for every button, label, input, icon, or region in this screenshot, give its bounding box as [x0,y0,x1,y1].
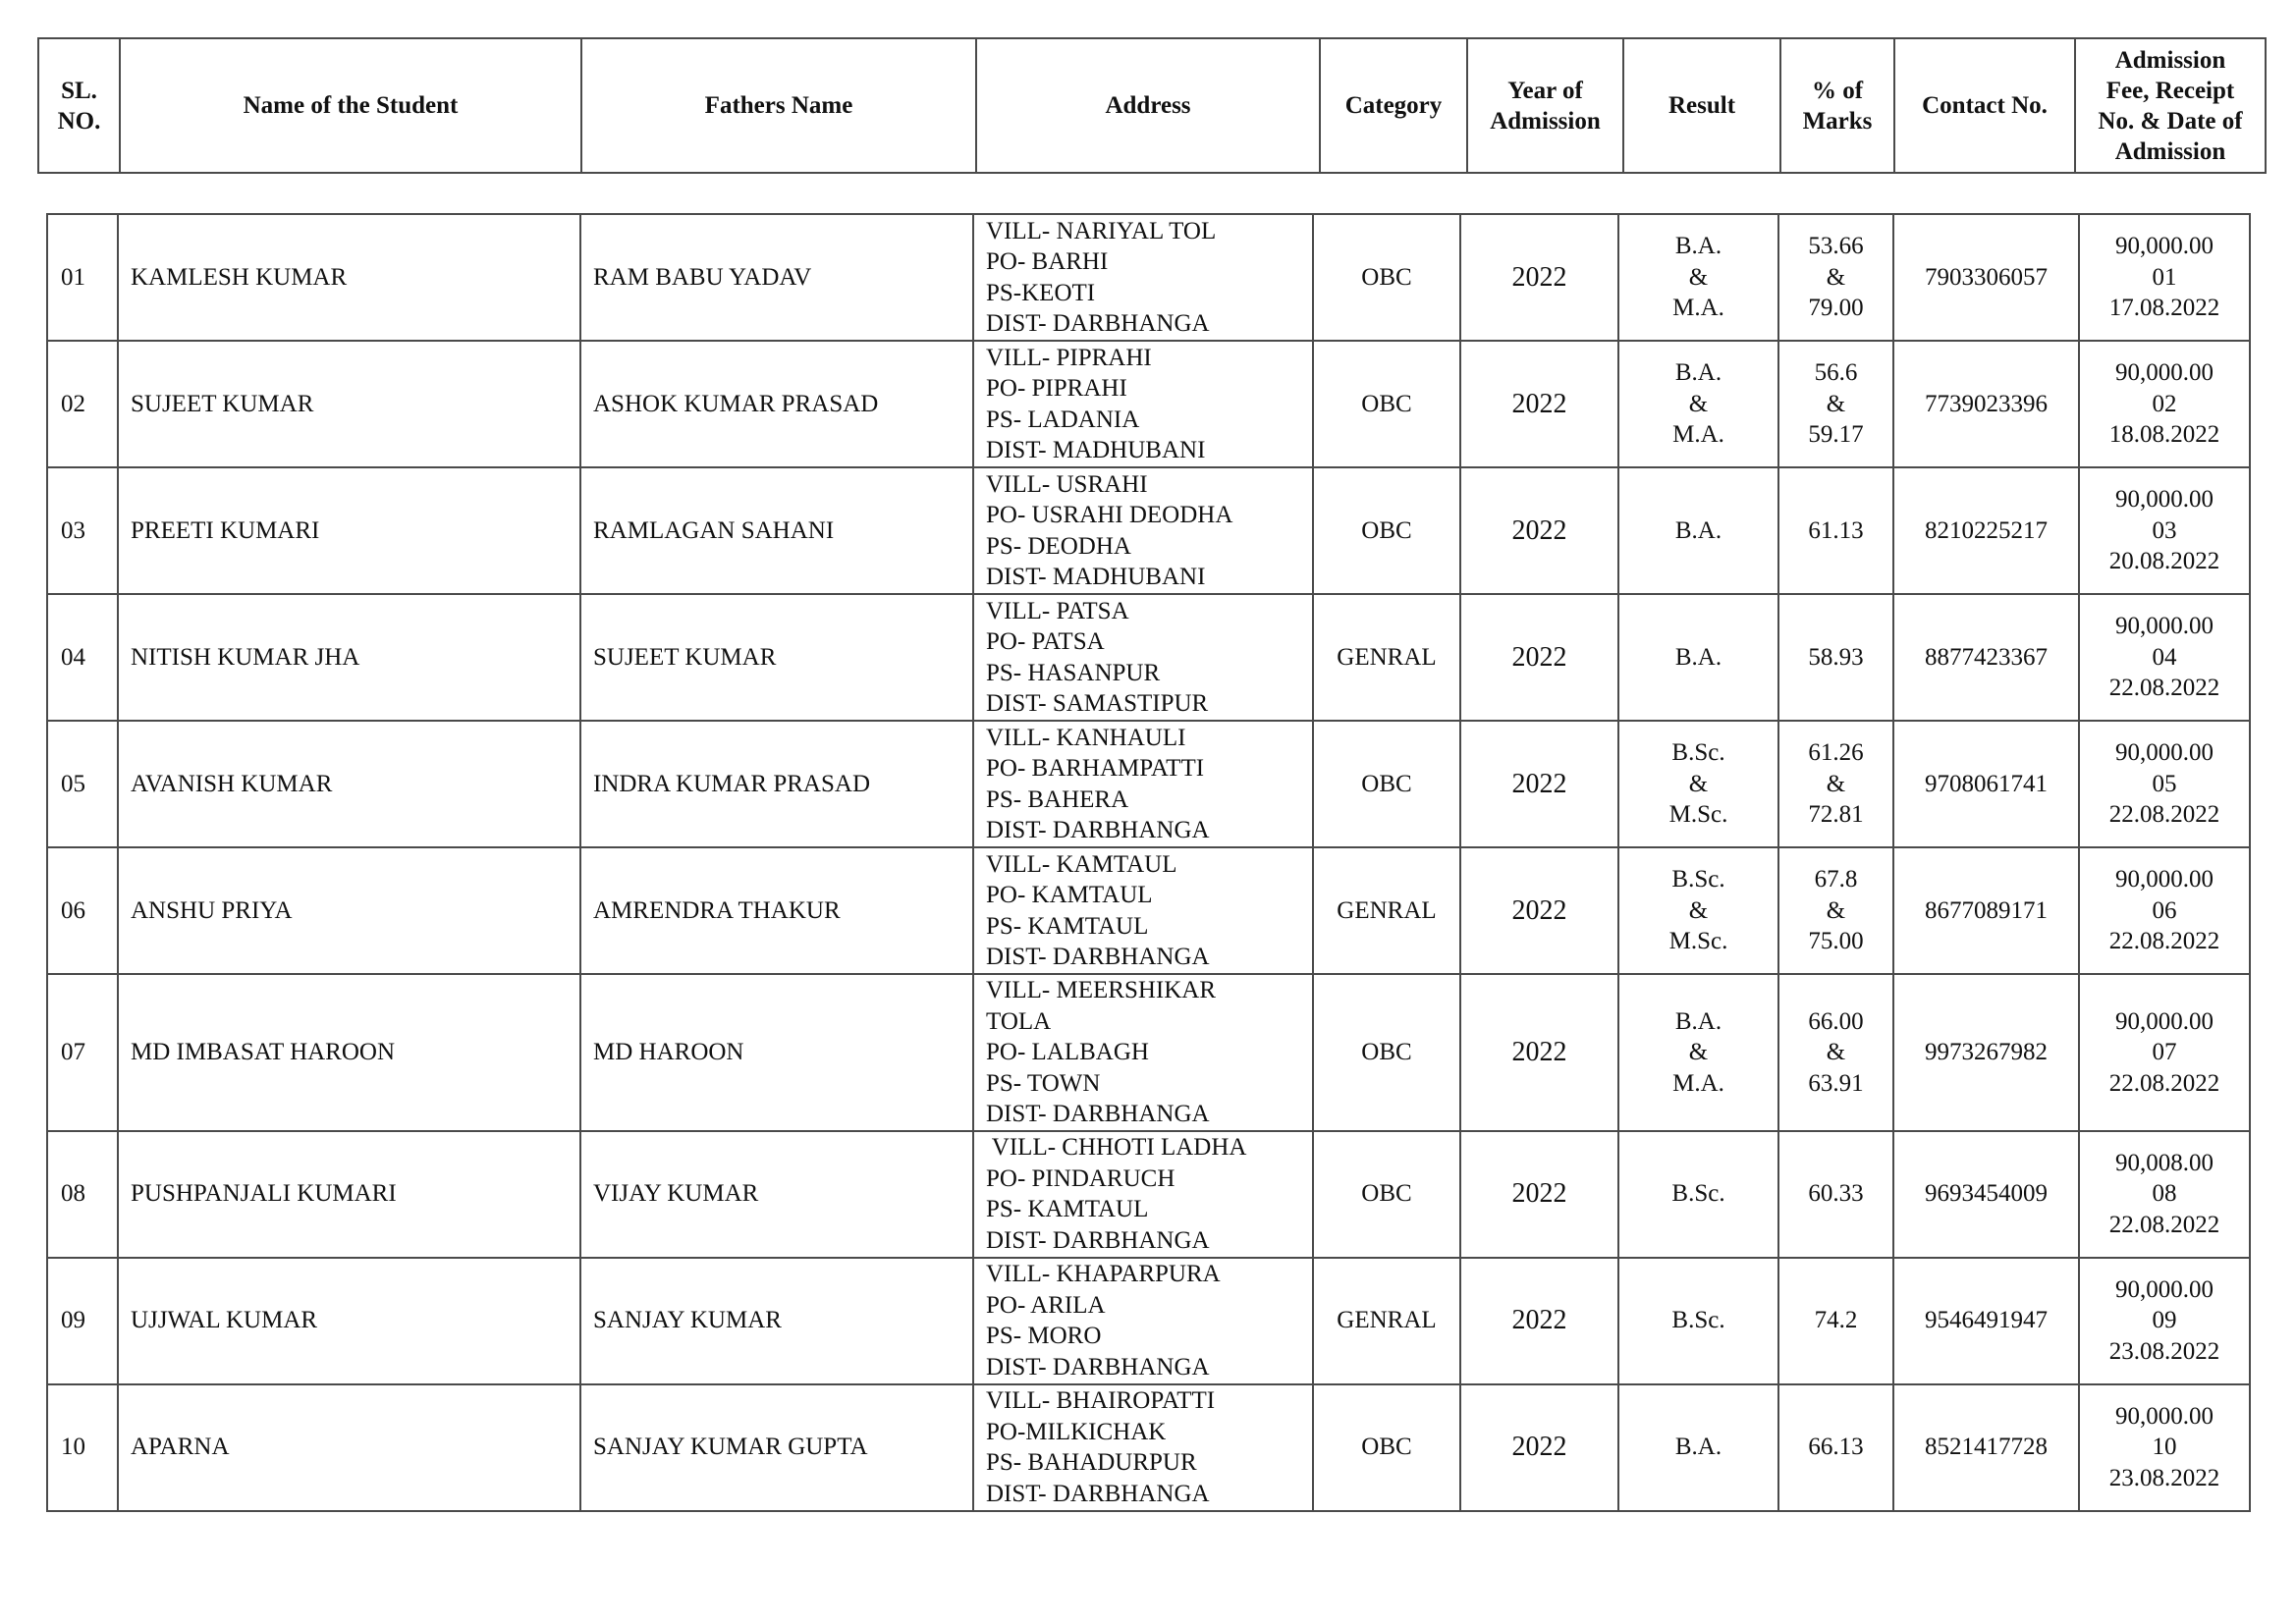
percent-marks-cell [1778,847,1893,974]
text-line: & [1826,263,1846,291]
text-line: 90,000.00 [2115,739,2214,767]
result-cell [1618,341,1778,467]
sl-no-cell: 05 [47,721,118,847]
col-header-result [1623,38,1780,173]
text-line: DIST- MADHUBANI [986,437,1206,463]
text-line: DIST- DARBHANGA [986,1226,1210,1254]
student-name-cell: UJJWAL KUMAR [118,1258,580,1384]
admission-fee-cell [2079,1131,2250,1258]
text-line: B.A. [1674,1434,1722,1461]
text-line: 61.26 [1808,739,1864,767]
text-line: DIST- DARBHANGA [986,310,1210,337]
student-name-cell: AVANISH KUMAR [118,721,580,847]
text-line: Year of [1507,77,1583,104]
fathers-name-cell: AMRENDRA THAKUR [580,847,973,974]
text-line: PO- ARILA [986,1291,1106,1319]
text-line: 90,000.00 [2115,613,2214,640]
text-line: PS- HASANPUR [986,659,1161,686]
text-line: PS- BAHADURPUR [986,1449,1197,1476]
text-line: VILL- PIPRAHI [986,344,1152,371]
text-line: 22.08.2022 [2108,801,2220,829]
result-cell [1618,467,1778,594]
col-header-student-name [120,38,581,173]
text-line: PO- PINDARUCH [986,1164,1175,1192]
col-header-admission-fee [2075,38,2266,173]
fathers-name-cell: RAMLAGAN SAHANI [580,467,973,594]
percent-marks-cell [1778,594,1893,721]
percent-marks-cell [1778,1384,1893,1511]
admission-fee-cell [2079,214,2250,341]
fathers-name-cell: SUJEET KUMAR [580,594,973,721]
category-cell: OBC [1313,974,1460,1131]
category-cell: OBC [1313,1384,1460,1511]
year-of-admission-cell: 2022 [1460,341,1618,467]
admission-fee-cell [2079,341,2250,467]
text-line: 53.66 [1808,233,1864,260]
sl-no-cell: 03 [47,467,118,594]
contact-no-cell: 8521417728 [1893,1384,2079,1511]
text-line: VILL- MEERSHIKAR [986,977,1217,1003]
text-line: 23.08.2022 [2108,1337,2220,1365]
percent-marks-cell [1778,467,1893,594]
text-line: DIST- SAMASTIPUR [986,690,1209,717]
text-line: 63.91 [1808,1069,1864,1097]
year-of-admission-cell: 2022 [1460,721,1618,847]
address-cell [973,214,1313,341]
text-line: 08 [2152,1180,2177,1208]
contact-no-cell: 9546491947 [1893,1258,2079,1384]
address-cell [973,594,1313,721]
student-name-cell: ANSHU PRIYA [118,847,580,974]
text-line: 22.08.2022 [2108,1211,2220,1238]
text-line: PS- TOWN [986,1069,1101,1097]
year-of-admission-cell: 2022 [1460,1258,1618,1384]
address-cell [973,1384,1313,1511]
address-cell [973,467,1313,594]
contact-no-cell: 9973267982 [1893,974,2079,1131]
text-line: DIST- DARBHANGA [986,1480,1210,1507]
text-line: 90,000.00 [2115,233,2214,260]
text-line: DIST- DARBHANGA [986,817,1210,843]
text-line: B.Sc. [1671,866,1725,893]
sl-no-cell: 08 [47,1131,118,1258]
category-cell: GENRAL [1313,594,1460,721]
fathers-name-cell: RAM BABU YADAV [580,214,973,341]
admission-fee-cell [2079,1384,2250,1511]
text-line: VILL- CHHOTI LADHA [986,1134,1247,1161]
text-line: % of [1811,77,1864,104]
text-line: VILL- NARIYAL TOL [986,217,1217,244]
admission-fee-cell [2079,974,2250,1131]
text-line: & [1826,1039,1846,1065]
text-line: 05 [2152,770,2177,797]
text-line: 79.00 [1808,295,1864,322]
text-line: 06 [2152,896,2177,924]
result-cell [1618,594,1778,721]
text-line: VILL- KANHAULI [986,724,1186,751]
text-line: Contact No. [1922,92,2048,119]
text-line: 59.17 [1808,421,1864,449]
text-line: 03 [2152,516,2177,544]
student-name-cell: NITISH KUMAR JHA [118,594,580,721]
fathers-name-cell: SANJAY KUMAR GUPTA [580,1384,973,1511]
result-cell [1618,974,1778,1131]
year-of-admission-cell: 2022 [1460,467,1618,594]
admission-fee-cell [2079,1258,2250,1384]
student-table [46,213,2251,1512]
address-cell [973,1258,1313,1384]
text-line: 23.08.2022 [2108,1464,2220,1491]
text-line: 04 [2152,643,2177,671]
text-line: Result [1667,92,1736,119]
text-line: 67.8 [1814,866,1858,893]
text-line: VILL- KAMTAUL [986,850,1177,878]
text-line: 90,000.00 [2115,359,2214,387]
percent-marks-cell [1778,1258,1893,1384]
text-line: No. & Date of [2098,107,2243,135]
student-name-cell: PUSHPANJALI KUMARI [118,1131,580,1258]
header-row [38,38,2266,173]
address-cell [973,847,1313,974]
text-line: PO-MILKICHAK [986,1418,1167,1445]
text-line: 90,000.00 [2115,1275,2214,1303]
result-cell [1618,1131,1778,1258]
text-line: PO- BARHAMPATTI [986,755,1205,782]
address-cell [973,974,1313,1131]
sl-no-cell: 01 [47,214,118,341]
text-line: PS- MORO [986,1323,1102,1349]
table-row [47,467,2250,594]
text-line: Address [1105,92,1191,119]
col-header-address [976,38,1320,173]
text-line: 90,008.00 [2115,1149,2214,1176]
text-line: Category [1344,92,1443,119]
category-cell: OBC [1313,214,1460,341]
category-cell: OBC [1313,721,1460,847]
text-line: 09 [2152,1307,2177,1334]
text-line: PS- BAHERA [986,785,1129,813]
text-line: B.A. [1674,359,1722,387]
text-line: Admission [2114,46,2226,74]
text-line: B.Sc. [1671,1180,1725,1208]
text-line: PO- PIPRAHI [986,375,1127,402]
text-line: Admission [1490,107,1601,135]
col-header-percent-marks [1780,38,1894,173]
contact-no-cell: 9693454009 [1893,1131,2079,1258]
text-line: Admission [2114,137,2226,165]
table-row [47,214,2250,341]
result-cell [1618,1384,1778,1511]
contact-no-cell: 9708061741 [1893,721,2079,847]
student-name-cell: PREETI KUMARI [118,467,580,594]
text-line: VILL- PATSA [986,597,1129,624]
text-line: PS- DEODHA [986,532,1131,560]
table-row [47,847,2250,974]
table-row [47,341,2250,467]
sl-no-cell: 07 [47,974,118,1131]
text-line: B.Sc. [1671,739,1725,767]
category-cell: GENRAL [1313,1258,1460,1384]
text-line: 60.33 [1808,1180,1864,1208]
text-line: & [1826,896,1846,924]
text-line: & [1826,390,1846,417]
result-cell [1618,214,1778,341]
text-line: 90,000.00 [2115,866,2214,893]
sl-no-cell: 06 [47,847,118,974]
text-line: DIST- MADHUBANI [986,564,1206,590]
category-cell: OBC [1313,467,1460,594]
fathers-name-cell: VIJAY KUMAR [580,1131,973,1258]
text-line: & [1688,770,1709,797]
text-line: B.Sc. [1671,1307,1725,1334]
col-header-fathers-name [581,38,976,173]
student-name-cell: APARNA [118,1384,580,1511]
year-of-admission-cell: 2022 [1460,974,1618,1131]
student-name-cell: SUJEET KUMAR [118,341,580,467]
text-line: Marks [1802,107,1873,135]
text-line: VILL- USRAHI [986,470,1148,498]
contact-no-cell: 7903306057 [1893,214,2079,341]
text-line: 72.81 [1808,801,1864,829]
category-cell: OBC [1313,341,1460,467]
text-line: Fathers Name [704,92,853,119]
text-line: & [1688,896,1709,924]
table-row [47,1384,2250,1511]
text-line: 56.6 [1814,359,1858,387]
admission-fee-cell [2079,594,2250,721]
text-line: DIST- DARBHANGA [986,944,1210,970]
text-line: M.Sc. [1668,801,1728,829]
text-line: & [1688,390,1709,417]
col-header-category [1320,38,1467,173]
text-line: PO- KAMTAUL [986,882,1153,908]
text-line: 22.08.2022 [2108,1069,2220,1097]
category-cell: OBC [1313,1131,1460,1258]
table-row [47,594,2250,721]
text-line: 22.08.2022 [2108,928,2220,955]
text-line: PO- LALBAGH [986,1039,1149,1065]
address-cell [973,341,1313,467]
text-line: M.A. [1672,1069,1724,1097]
contact-no-cell: 8677089171 [1893,847,2079,974]
text-line: PO- BARHI [986,248,1109,275]
result-cell [1618,721,1778,847]
text-line: DIST- DARBHANGA [986,1353,1210,1380]
text-line: M.Sc. [1668,928,1728,955]
sl-no-cell: 09 [47,1258,118,1384]
category-cell: GENRAL [1313,847,1460,974]
table-row [47,974,2250,1131]
result-cell [1618,1258,1778,1384]
text-line: M.A. [1672,421,1724,449]
contact-no-cell: 8877423367 [1893,594,2079,721]
text-line: 07 [2152,1039,2177,1065]
text-line: NO. [57,107,101,135]
text-line: 22.08.2022 [2108,675,2220,702]
text-line: 90,000.00 [2115,1007,2214,1035]
table-row [47,1131,2250,1258]
text-line: B.A. [1674,1007,1722,1035]
text-line: 66.00 [1808,1007,1864,1035]
text-line: 02 [2152,390,2177,417]
percent-marks-cell [1778,974,1893,1131]
text-line: VILL- KHAPARPURA [986,1261,1221,1287]
text-line: DIST- DARBHANGA [986,1101,1210,1127]
student-name-cell: MD IMBASAT HAROON [118,974,580,1131]
text-line: 20.08.2022 [2108,548,2220,575]
address-cell [973,1131,1313,1258]
text-line: VILL- BHAIROPATTI [986,1387,1216,1414]
student-table-body [47,214,2250,1511]
text-line: M.A. [1672,295,1724,322]
admission-fee-cell [2079,847,2250,974]
text-line: Name of the Student [243,92,459,119]
text-line: B.A. [1674,643,1722,671]
text-line: & [1688,263,1709,291]
fathers-name-cell: SANJAY KUMAR [580,1258,973,1384]
text-line: Fee, Receipt [2105,77,2235,104]
student-name-cell: KAMLESH KUMAR [118,214,580,341]
text-line: 01 [2152,263,2177,291]
address-cell [973,721,1313,847]
fathers-name-cell: ASHOK KUMAR PRASAD [580,341,973,467]
year-of-admission-cell: 2022 [1460,847,1618,974]
percent-marks-cell [1778,721,1893,847]
header-table [37,37,2267,174]
result-cell [1618,847,1778,974]
text-line: 61.13 [1808,516,1864,544]
sl-no-cell: 10 [47,1384,118,1511]
fathers-name-cell: INDRA KUMAR PRASAD [580,721,973,847]
sl-no-cell: 04 [47,594,118,721]
text-line: SL. [61,77,97,104]
percent-marks-cell [1778,1131,1893,1258]
admission-fee-cell [2079,721,2250,847]
admission-fee-cell [2079,467,2250,594]
text-line: & [1688,1039,1709,1065]
table-row [47,721,2250,847]
text-line: 74.2 [1814,1307,1858,1334]
text-line: PS- KAMTAUL [986,1196,1149,1222]
year-of-admission-cell: 2022 [1460,214,1618,341]
text-line: 90,000.00 [2115,1402,2214,1430]
text-line: & [1826,770,1846,797]
text-line: PS- LADANIA [986,406,1140,433]
text-line: PO- USRAHI DEODHA [986,502,1233,528]
text-line: 58.93 [1808,643,1864,671]
text-line: 10 [2152,1434,2177,1461]
text-line: TOLA [986,1007,1052,1035]
col-header-year-of-admission [1467,38,1623,173]
text-line: 18.08.2022 [2108,421,2220,449]
text-line: 17.08.2022 [2108,295,2220,322]
text-line: PO- PATSA [986,628,1105,655]
table-row [47,1258,2250,1384]
text-line: 90,000.00 [2115,486,2214,514]
text-line: 75.00 [1808,928,1864,955]
text-line: B.A. [1674,233,1722,260]
year-of-admission-cell: 2022 [1460,1131,1618,1258]
sl-no-cell: 02 [47,341,118,467]
year-of-admission-cell: 2022 [1460,1384,1618,1511]
text-line: 66.13 [1808,1434,1864,1461]
year-of-admission-cell: 2022 [1460,594,1618,721]
percent-marks-cell [1778,341,1893,467]
text-line: B.A. [1674,516,1722,544]
contact-no-cell: 7739023396 [1893,341,2079,467]
text-line: PS-KEOTI [986,279,1096,306]
col-header-sl-no [38,38,120,173]
col-header-contact-no [1894,38,2075,173]
percent-marks-cell [1778,214,1893,341]
contact-no-cell: 8210225217 [1893,467,2079,594]
text-line: PS- KAMTAUL [986,912,1149,940]
fathers-name-cell: MD HAROON [580,974,973,1131]
